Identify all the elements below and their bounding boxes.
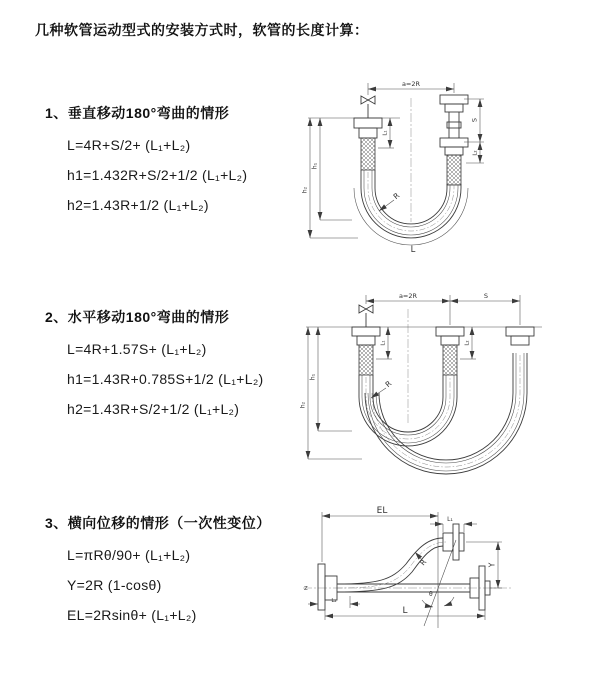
dim-label-h1: h₁ [311,162,319,170]
dim-label-l1: L₁ [447,516,453,523]
formula-line: h2=1.43R+S/2+1/2 (L₁+L₂) [67,401,240,417]
valve-icon [361,96,375,104]
dim-label-theta: θ [429,591,433,598]
upper-end-fitting-displaced [443,524,464,560]
braided-hose [447,155,461,185]
right-end-fitting [440,95,468,185]
centerlines [306,309,542,423]
flange [511,336,529,345]
braided-hose [443,345,457,375]
dim-label-a2r: a=2R [398,292,418,300]
dim-label-y: Y [487,562,497,568]
page-title: 几种软管运动型式的安装方式时，软管的长度计算： [35,22,369,38]
section-3 [45,513,315,623]
diagram-horizontal-180-bend [300,283,555,475]
left-end-fitting [354,96,382,170]
middle-end-fitting [436,327,464,375]
dimensions [308,506,502,620]
angle-construction [422,512,456,628]
flange-cap [459,533,464,551]
diagram-2-svg [300,283,555,475]
braided-hose [359,345,373,375]
dim-label-h1: h₁ [309,373,317,381]
flange [436,327,464,336]
dim-label-l: L [410,245,416,255]
dim-label-s: S [470,117,479,123]
dim-label-el: EL [376,506,388,516]
dim-label-a2r: a=2R [401,80,421,88]
dimensions [300,292,520,459]
section-1-heading: 1、垂直移动180°弯曲的情形 [45,105,230,121]
flange-plate [318,564,325,610]
centerlines [308,98,411,222]
diagram-1-svg [302,70,547,265]
centerline-mark: Z [304,586,308,592]
dim-label-r: R [383,378,394,390]
section-2 [45,307,315,417]
diagram-vertical-180-bend [302,70,547,265]
dim-label-l: L [402,606,408,616]
section-2-heading: 2、水平移动180°弯曲的情形 [45,309,230,325]
flange-plate [453,524,459,560]
left-end-fitting [352,305,380,375]
formula-line: L=πRθ/90+ (L₁+L₂) [67,547,191,563]
flange [440,138,468,147]
dim-label-r: R [417,557,429,568]
formula-line: h2=1.43R+1/2 (L₁+L₂) [67,197,209,213]
formula-line: h1=1.43R+0.785S+1/2 (L₁+L₂) [67,371,264,387]
flange [445,147,463,155]
section-1 [45,103,315,213]
braided-hose [361,138,375,170]
flange [441,336,459,345]
dim-label-s: S [483,292,489,300]
flange [506,327,534,336]
dim-label-l1: L₁ [380,340,387,346]
formula-line: L=4R+1.57S+ (L₁+L₂) [67,341,207,357]
flange [440,95,468,104]
diagram-3-svg [298,500,563,650]
section-3-heading: 3、横向位移的情形（一次性变位） [45,515,271,531]
diagram-lateral-displacement [298,500,563,650]
right-end-fitting-displaced [506,327,534,345]
flange [359,128,377,138]
formula-line: Y=2R (1-cosθ) [67,577,162,593]
formula-line: L=4R+S/2+ (L₁+L₂) [67,137,191,153]
formula-line: h1=1.432R+S/2+1/2 (L₁+L₂) [67,167,248,183]
flange [352,327,380,336]
dim-label-l2: L₂ [464,340,471,346]
flange [445,104,463,112]
centerlines [303,586,513,592]
dim-label-l1: L₁ [382,130,389,136]
dim-label-h2: h₂ [300,401,307,409]
valve-icon [359,305,373,313]
formula-line: EL=2Rsinθ+ (L₁+L₂) [67,607,197,623]
flange [357,336,375,345]
dim-label-l2: L₂ [472,150,479,156]
dim-label-h2: h₂ [302,186,309,194]
dim-label-r: R [391,190,402,202]
flange [354,118,382,128]
dim-label-l2: L₂ [331,598,337,604]
